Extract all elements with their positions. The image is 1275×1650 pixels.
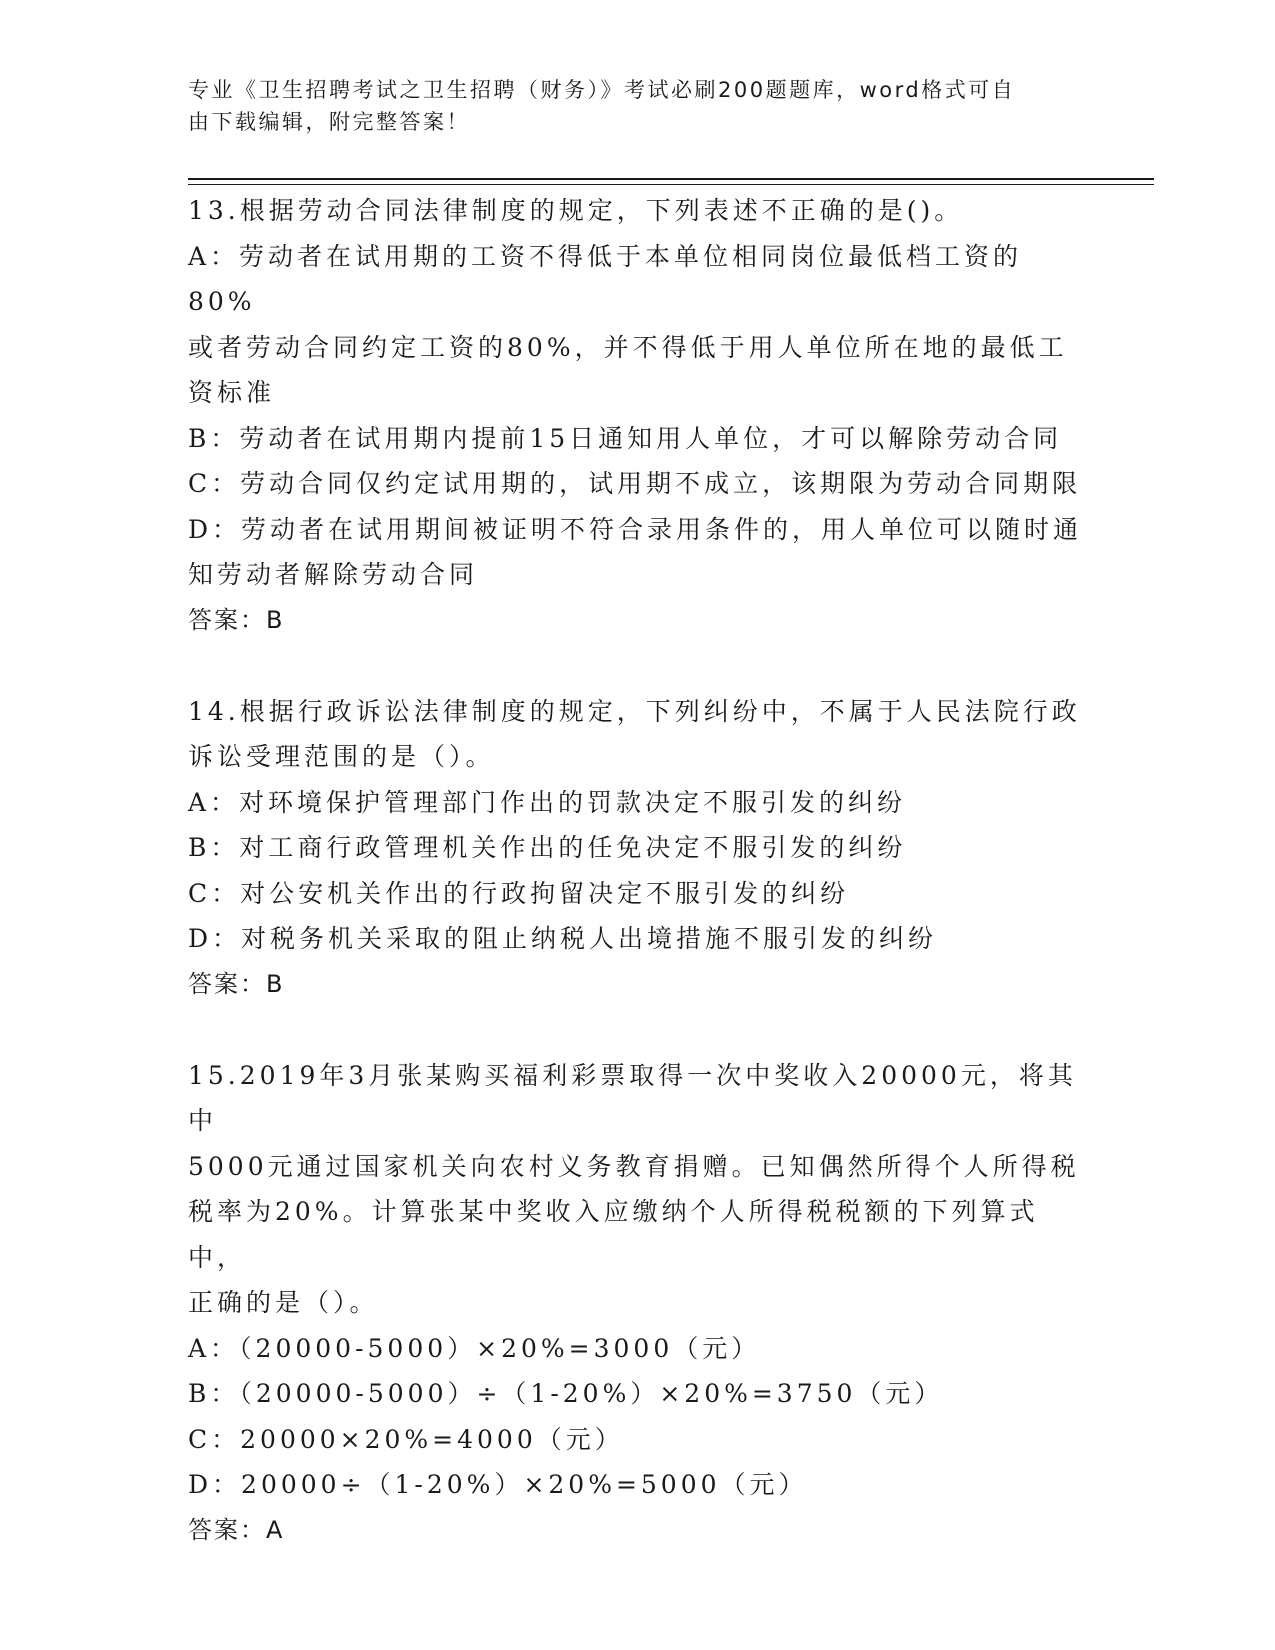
header-rule-thin — [188, 184, 1154, 185]
question-stem: 正确的是（）。 — [188, 1288, 379, 1317]
option-line: A：（20000-5000）×20%=3000（元） — [188, 1333, 761, 1363]
question-stem: 13.根据劳动合同法律制度的规定，下列表述不正确的是()。 — [188, 196, 964, 225]
option-line: A：劳动者在试用期的工资不得低于本单位相同岗位最低档工资的80% — [188, 241, 1023, 316]
spacer — [188, 1007, 1088, 1053]
question-13 — [188, 188, 1088, 643]
option-line: D：劳动者在试用期间被证明不符合录用条件的，用人单位可以随时通 — [188, 514, 1083, 544]
answer-line: 答案：B — [188, 969, 285, 998]
question-15 — [188, 1053, 1088, 1554]
option-line: 或者劳动合同约定工资的80%，并不得低于用人单位所在地的最低工 — [188, 332, 1068, 362]
header-line-1: 专业《卫生招聘考试之卫生招聘（财务）》考试必刷200题题库，word格式可自 — [188, 78, 1016, 102]
option-line: C：劳动合同仅约定试用期的，试用期不成立，该期限为劳动合同期限 — [188, 469, 1082, 498]
option-line: C：20000×20%=4000（元） — [188, 1424, 624, 1454]
document-header — [188, 74, 1068, 138]
answer-line: 答案：B — [188, 605, 285, 634]
header-line-2: 由下载编辑，附完整答案！ — [188, 110, 470, 134]
answer-line: 答案：A — [188, 1515, 285, 1544]
option-line: B：对工商行政管理机关作出的任免决定不服引发的纠纷 — [188, 833, 907, 862]
question-14 — [188, 689, 1088, 1008]
header-rule-thick — [188, 178, 1154, 180]
question-stem: 税率为20%。计算张某中奖收入应缴纳个人所得税税额的下列算式中， — [188, 1197, 1039, 1272]
question-stem: 5000元通过国家机关向农村义务教育捐赠。已知偶然所得个人所得税 — [188, 1151, 1080, 1181]
option-line: C：对公安机关作出的行政拘留决定不服引发的纠纷 — [188, 878, 850, 908]
question-stem: 诉讼受理范围的是（）。 — [188, 742, 495, 771]
option-line: 资标准 — [188, 378, 276, 407]
question-list — [188, 188, 1088, 1553]
option-line: B：（20000-5000）÷（1-20%）×20%=3750（元） — [188, 1379, 944, 1408]
question-stem: 14.根据行政诉讼法律制度的规定，下列纠纷中，不属于人民法院行政 — [188, 696, 1081, 726]
option-line: A：对环境保护管理部门作出的罚款决定不服引发的纠纷 — [188, 787, 907, 817]
option-line: D：对税务机关采取的阻止纳税人出境措施不服引发的纠纷 — [188, 924, 938, 953]
question-stem: 15.2019年3月张某购买福利彩票取得一次中奖收入20000元，将其中 — [188, 1060, 1077, 1135]
option-line: B：劳动者在试用期内提前15日通知用人单位，才可以解除劳动合同 — [188, 423, 1063, 453]
spacer — [188, 643, 1088, 689]
option-line: D：20000÷（1-20%）×20%=5000（元） — [188, 1470, 808, 1499]
option-line: 知劳动者解除劳动合同 — [188, 560, 479, 589]
